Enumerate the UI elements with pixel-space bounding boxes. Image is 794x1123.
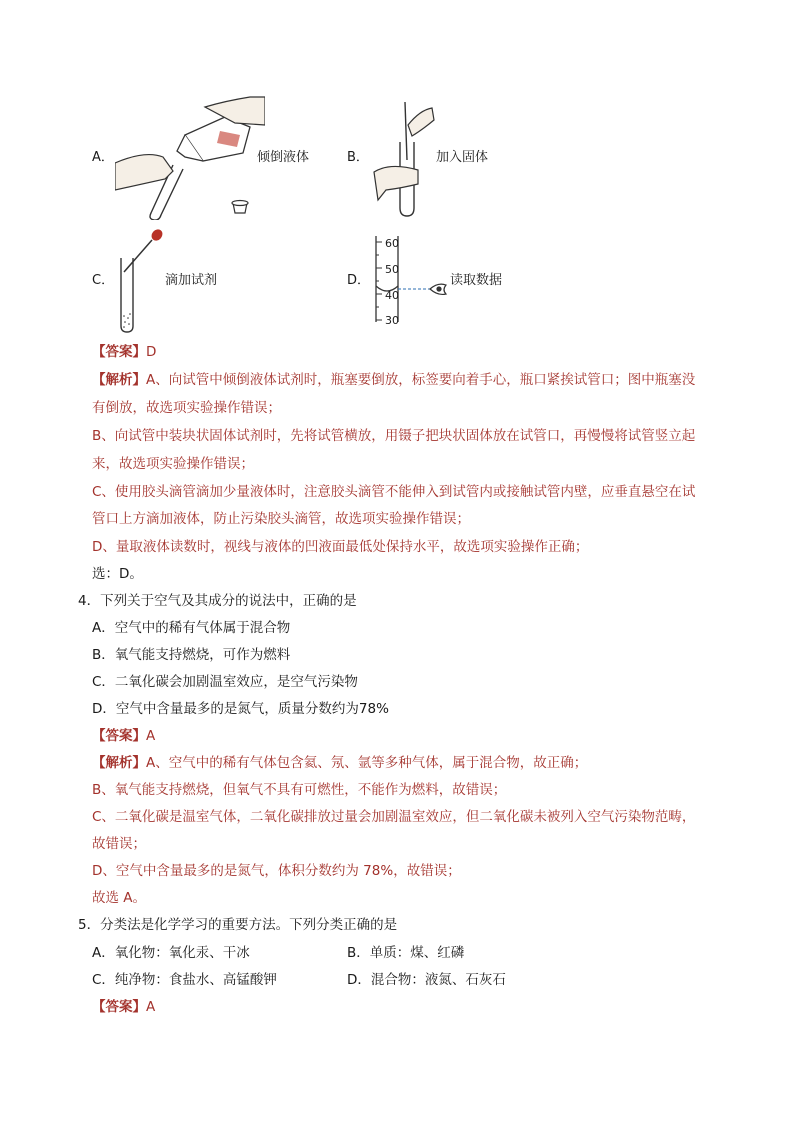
option-a-letter: A． bbox=[92, 150, 114, 165]
reading-cylinder-illustration bbox=[368, 232, 450, 324]
q4-option-d: D．空气中含量最多的是氮气，质量分数约为78% bbox=[92, 701, 389, 717]
q4-stem: 4．下列关于空气及其成分的说法中，正确的是 bbox=[78, 593, 357, 609]
option-d-letter: D． bbox=[347, 273, 371, 288]
q5-option-d: D．混合物：液氮、石灰石 bbox=[347, 972, 506, 988]
q5-stem: 5．分类法是化学学习的重要方法。下列分类正确的是 bbox=[78, 917, 398, 933]
q3-analysis-line: D、量取液体读数时，视线与液体的凹液面最低处保持水平，故选项实验操作正确； bbox=[92, 539, 589, 555]
q3-analysis-line: 来，故选项实验操作错误； bbox=[92, 456, 254, 472]
q4-option-b: B．氧气能支持燃烧，可作为燃料 bbox=[92, 647, 291, 663]
q4-analysis-line: C、二氧化碳是温室气体，二氧化碳排放过量会加剧温室效应，但二氧化碳未被列入空气污染物范畴， bbox=[92, 809, 696, 825]
q4-analysis-line: B、氧气能支持燃烧，但氧气不具有可燃性，不能作为燃料，故错误； bbox=[92, 782, 507, 798]
option-d-caption: 读取数据 bbox=[450, 273, 503, 288]
q5-option-a: A．氧化物：氧化汞、干冰 bbox=[92, 945, 250, 961]
q4-analysis-line: 故错误； bbox=[92, 836, 146, 852]
option-c-letter: C． bbox=[92, 273, 115, 288]
q4-analysis-line: D、空气中含量最多的是氮气，体积分数约为 78%，故错误； bbox=[92, 863, 461, 879]
answer-value: D bbox=[146, 344, 157, 360]
option-b-letter: B． bbox=[347, 150, 369, 165]
q3-answer bbox=[92, 342, 156, 362]
answer-value: A bbox=[146, 728, 156, 744]
analysis-tag: 【解析】 bbox=[92, 372, 146, 388]
eye-icon bbox=[430, 284, 446, 294]
q5-option-c: C．纯净物：食盐水、高锰酸钾 bbox=[92, 972, 277, 988]
q3-analysis-line: 有倒放，故选项实验操作错误； bbox=[92, 400, 281, 416]
q3-analysis-line: 【解析】A、向试管中倾倒液体试剂时，瓶塞要倒放，标签要向着手心，瓶口紧挨试管口；图中瓶塞没 bbox=[92, 372, 696, 388]
answer-tag: 【答案】 bbox=[92, 344, 146, 360]
scale-40: 40 bbox=[385, 289, 399, 302]
q5-option-b: B．单质：煤、红磷 bbox=[347, 945, 465, 961]
scale-50: 50 bbox=[385, 263, 399, 276]
answer-tag: 【答案】 bbox=[92, 999, 146, 1015]
adding-solid-illustration bbox=[372, 100, 437, 218]
dropper-icon bbox=[124, 228, 165, 272]
q3-analysis-line: B、向试管中装块状固体试剂时，先将试管横放，用镊子把块状固体放在试管口，再慢慢将试管竖立起 bbox=[92, 428, 696, 444]
scale-60: 60 bbox=[385, 237, 399, 250]
pouring-liquid-illustration bbox=[115, 95, 265, 220]
option-b-caption: 加入固体 bbox=[436, 150, 489, 165]
q4-analysis-line: 【解析】A、空气中的稀有气体包含氦、氖、氩等多种气体，属于混合物，故正确； bbox=[92, 755, 588, 771]
q4-conclusion: 故选 A。 bbox=[92, 890, 147, 906]
q5-answer bbox=[92, 997, 155, 1017]
dropping-reagent-illustration bbox=[112, 228, 172, 334]
scale-30: 30 bbox=[385, 314, 399, 327]
q3-analysis-line: 管口上方滴加液体，防止污染胶头滴管，故选项实验操作错误； bbox=[92, 511, 470, 527]
q4-option-a: A．空气中的稀有气体属于混合物 bbox=[92, 620, 291, 636]
stopper-icon bbox=[232, 201, 248, 214]
q3-conclusion: 选：D。 bbox=[92, 566, 143, 582]
q4-option-c: C．二氧化碳会加剧温室效应，是空气污染物 bbox=[92, 674, 358, 690]
q3-analysis-line: C、使用胶头滴管滴加少量液体时，注意胶头滴管不能伸入到试管内或接触试管内壁，应垂直悬空在试 bbox=[92, 484, 696, 500]
answer-value: A bbox=[146, 999, 156, 1015]
q4-answer bbox=[92, 726, 155, 746]
option-c-caption: 滴加试剂 bbox=[165, 273, 218, 288]
option-a-caption: 倾倒液体 bbox=[257, 150, 310, 165]
answer-tag: 【答案】 bbox=[92, 728, 146, 744]
analysis-tag: 【解析】 bbox=[92, 755, 146, 771]
